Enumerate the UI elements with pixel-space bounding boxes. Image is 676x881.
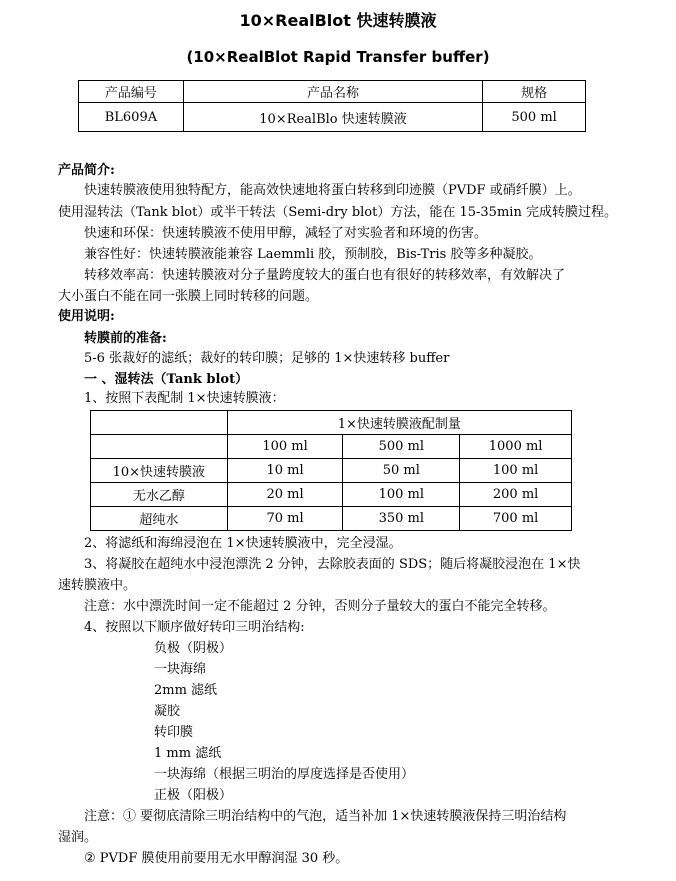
note-3: ② PVDF 膜使用前要用无水甲醇润湿 30 秒。 [84,851,349,866]
step-3-line-1: 3、将凝胶在超纯水中浸泡漂洗 2 分钟，去除胶表面的 SDS；随后将凝胶浸泡在 1×快 [84,557,581,572]
step-2: 2、将滤纸和海绵浸泡在 1×快速转膜液中，完全浸湿。 [84,536,402,551]
recipe-group-header: 1×快速转膜液配制量 [227,411,571,435]
step-3-line-2: 速转膜液中。 [58,578,137,593]
product-specification: 500 ml [483,103,586,132]
sandwich-layer: 转印膜 [154,725,194,740]
intro-heading: 产品简介: [58,163,115,178]
sandwich-layer: 负极（阴极） [154,641,233,656]
intro-paragraph-2: 快速和环保：快速转膜液不使用甲醇，减轻了对实验者和环境的伤害。 [84,226,488,241]
document-subtitle: (10×RealBlot Rapid Transfer buffer) [186,48,490,66]
recipe-column-header-row [91,435,572,459]
sandwich-layer: 一块海绵 [154,662,207,677]
recipe-column-header: 100 ml [227,435,343,459]
product-info-header-row [79,81,586,103]
sandwich-layer: 凝胶 [154,704,181,719]
product-code: BL609A [79,103,184,132]
step-4: 4、按照以下顺序做好转印三明治结构: [84,620,305,635]
recipe-group-header-row [91,411,572,435]
recipe-column-header: 1000 ml [460,435,572,459]
sandwich-layer: 正极（阳极） [154,788,233,803]
recipe-cell: 200 ml [460,483,572,507]
recipe-cell: 700 ml [460,507,572,531]
sandwich-layer: 2mm 滤纸 [154,683,218,698]
note-2-line-2: 湿润。 [58,830,98,845]
recipe-cell: 20 ml [227,483,343,507]
recipe-row [91,483,572,507]
recipe-cell: 10 ml [227,459,343,483]
recipe-column-header: 500 ml [343,435,460,459]
note-2-line-1: 注意：① 要彻底清除三明治结构中的气泡，适当补加 1×快速转膜液保持三明治结构 [84,809,567,824]
intro-paragraph-1-line-2: 使用湿转法（Tank blot）或半干转法（Semi-dry blot）方法，能在 15-35min 完成转膜过程。 [58,205,617,220]
step-1: 1、按照下表配制 1×快速转膜液： [84,391,285,406]
recipe-cell: 350 ml [343,507,460,531]
recipe-row-label: 10×快速转膜液 [91,459,228,483]
header-product-code: 产品编号 [79,81,184,103]
sandwich-layer: 一块海绵（根据三明治的厚度选择是否使用） [154,767,415,782]
note-1: 注意：水中漂洗时间一定不能超过 2 分钟，否则分子量较大的蛋白不能完全转移。 [84,599,556,614]
prep-heading: 转膜前的准备: [84,331,167,346]
product-info-table [78,80,586,132]
wet-transfer-heading: 一 、湿转法（Tank blot） [84,372,249,387]
recipe-cell: 100 ml [460,459,572,483]
product-info-row [79,103,586,132]
intro-paragraph-4-line-2: 大小蛋白不能在同一张膜上同时转移的问题。 [58,289,319,304]
recipe-cell: 100 ml [343,483,460,507]
recipe-cell: 50 ml [343,459,460,483]
prep-text: 5-6 张裁好的滤纸；裁好的转印膜；足够的 1×快速转移 buffer [84,351,450,366]
intro-paragraph-3: 兼容性好：快速转膜液能兼容 Laemmli 胶，预制胶，Bis-Tris 胶等多种凝胶。 [84,247,542,262]
usage-heading: 使用说明: [58,309,115,324]
recipe-table [90,410,572,531]
intro-paragraph-1-line-1: 快速转膜液使用独特配方，能高效快速地将蛋白转移到印迹膜（PVDF 或硝纤膜）上。 [84,183,581,198]
recipe-row [91,459,572,483]
recipe-cell: 70 ml [227,507,343,531]
recipe-empty-cell [91,435,228,459]
recipe-row-label: 无水乙醇 [91,483,228,507]
header-product-name: 产品名称 [183,81,482,103]
header-specification: 规格 [483,81,586,103]
sandwich-layer: 1 mm 滤纸 [154,746,222,761]
product-name: 10×RealBlo 快速转膜液 [183,103,482,132]
intro-paragraph-4-line-1: 转移效率高：快速转膜液对分子量跨度较大的蛋白也有很好的转移效率，有效解决了 [84,268,566,283]
recipe-row-label: 超纯水 [91,507,228,531]
recipe-corner-cell [91,411,228,435]
recipe-row [91,507,572,531]
document-title: 10×RealBlot 快速转膜液 [239,11,437,30]
